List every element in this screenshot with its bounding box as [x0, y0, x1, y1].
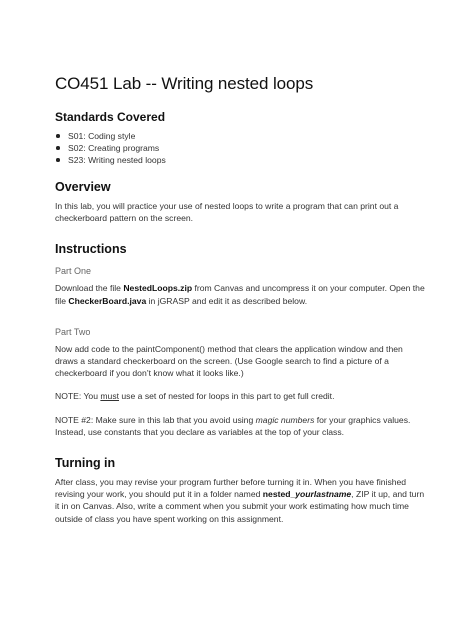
turning-in-text: After class, you may revise your program further before turning it in. When you have finished revising your work, you should put it in a folder named nested_yourlastname, ZIP it up, and turn it in on Canvas. Also, write a comment when you submit your work estimating how much time outside of class you have spent working on this assignment.: [55, 477, 425, 524]
turning-in-heading: Turning in: [55, 456, 116, 471]
bullet-icon: [56, 158, 60, 162]
standards-list: [55, 130, 427, 166]
overview-heading: Overview: [55, 180, 111, 194]
standards-item: S01: Coding style: [55, 130, 427, 142]
java-filename: CheckerBoard.java: [68, 295, 147, 306]
part-two-text: Now add code to the paintComponent() method that clears the application window and then draws a standard checkerboard on the screen. (Use Google search to find a picture of a checkerboard if you don’t know what it looks like.): [55, 343, 403, 379]
bullet-icon: [56, 146, 60, 150]
standards-item: S02: Creating programs: [55, 142, 427, 154]
document-content: [55, 74, 427, 536]
part-one-text: Download the file NestedLoops.zip from Canvas and uncompress it on your computer. Open the file CheckerBoard.java in jGRASP and edit it as described below.: [55, 283, 425, 306]
zip-filename: NestedLoops.zip: [123, 283, 193, 294]
part-two-label: Part Two: [55, 326, 91, 337]
standards-heading: Standards Covered: [55, 110, 166, 124]
note-two: NOTE #2: Make sure in this lab that you avoid using magic numbers for your graphics values. Instead, use constants that you declare as variables at the top of your class.: [55, 414, 411, 437]
note-one: NOTE: You must use a set of nested for loops in this part to get full credit.: [55, 391, 335, 402]
document-title: CO451 Lab -- Writing nested loops: [55, 74, 314, 93]
standards-item: S23: Writing nested loops: [55, 154, 427, 166]
bullet-icon: [56, 134, 60, 138]
overview-text: In this lab, you will practice your use of nested loops to write a program that can print out a checkerboard pattern on the screen.: [55, 201, 399, 224]
instructions-heading: Instructions: [55, 242, 127, 257]
folder-name: nested_yourlastname: [262, 489, 352, 500]
part-one-label: Part One: [55, 266, 92, 277]
